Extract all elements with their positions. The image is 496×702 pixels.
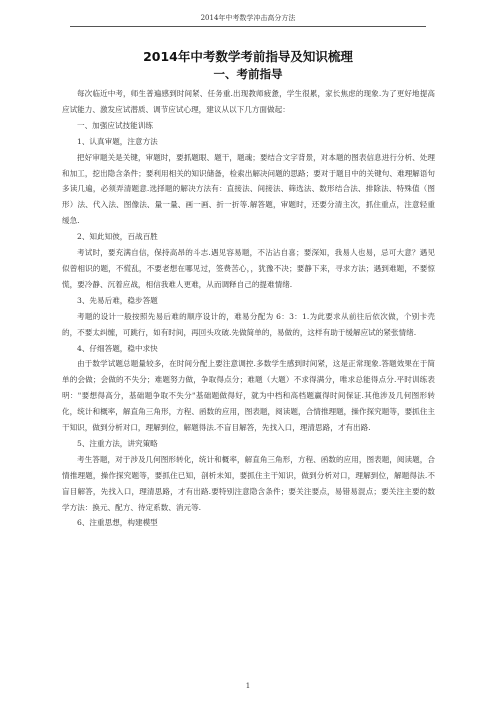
item-heading: 3、先易后难，稳步答题 [77,295,158,305]
section-heading: 一、加强应试技能训练 [77,120,153,130]
page-number: 1 [245,682,251,690]
item-heading: 4、仔细答题，稳中求快 [77,343,158,353]
item-heading: 6、注重思想，构建模型 [77,518,158,528]
item-heading: 5、注重方法，讲究策略 [77,438,158,448]
item-heading: 1、认真审题，注意方法 [77,136,158,146]
item-body: 考题的设计一般按照先易后难的顺序设计的，难易分配为 6：3：1.为此要求从前往后依次做，个别卡壳的，不要太纠缠，可跳行，如有时间，再回头攻破.先做简单的，易做的，这样有助于缓解应试的紧张情绪. [62,311,435,337]
item-heading: 2、知此知彼，百战百胜 [77,232,158,242]
item-body: 把好审题关是关键，审题时，要抓题眼、题干，题魂；要结合文字背景，对本题的图表信息进行分析、处理和加工，挖出隐含条件；要利用相关的知识储备，检索出解决问题的思路；要对于题目中的关键句、难理解语句多读几遍，必须弄清题意.选择题的解决方法有：直接法、间接法、筛选法、数形结合法、排除法、特殊值（图形）法、代入法、图像法、量一量、画一画、折一折等.解答题，审题时，还要分清主次，抓住重点，注意轻重缓急. [62,152,435,226]
document-body [62,86,435,531]
item-body: 考试时，要充满自信，保持高昂的斗志.遇见容易题，不沾沾自喜；要深知，我易人也易，忌可大意？遇见似曾相识的题，不慌乱，不要老想在哪见过，签费苦心，，犹豫不决；要静下来，寻求方法；遇到难题，不要惊慌，要冷静、沉着应战，相信我难人更难，从而调释自己的提难情绪. [62,248,435,289]
item-body: 考生答题，对于涉及几何图形转化，统计和概率，解直角三角形，方程、函数的应用，图表题，阅读题，合情推理题，操作探究题等，要抓住已知，剖析未知，要抓住主干知识，做到分析对口，理解到位，解题得法.不盲目解答，先找入口，理清思路，才有出路.要特别注意隐含条件；要关注要点，易错易混点；要关注主要的数学方法：换元、配方、待定系数、消元等. [62,454,435,512]
intro-paragraph: 每次临近中考，师生普遍感到时间紧、任务重.出现教师疲惫，学生很累，家长焦虑的现象.为了更好地提高应试能力、激发应试潜质、调节应试心理，建议从以下几方面做起： [62,89,435,114]
item-body: 由于数学试题总题量较多，在时间分配上要注意调控.多数学生感到时间紧，这是正常现象.答题效果在于简单的会做；会做的不失分；难题努力做，争取得点分；难题（大题）不求得满分，唯求总能得点分.平时训练表明："要想得高分，基础题争取不失分"基础题做得好，就为中档和高档题赢得时间保证.其他涉及几何图形转化，统计和概率，解直角三角形，方程、函数的应用，图表题，阅读题，合情推理题，操作探究题等，要抓住主干知识，做到分析对口，理解到位，解题得法.不盲目解答，先找入口，理清思路，才有出路. [62,359,435,433]
section-subtitle: 一、考前指导 [213,67,283,81]
document-title: 2014年中考数学考前指导及知识梳理 [143,49,353,64]
running-header: 2014年中考数学冲击高分方法 [70,12,426,27]
